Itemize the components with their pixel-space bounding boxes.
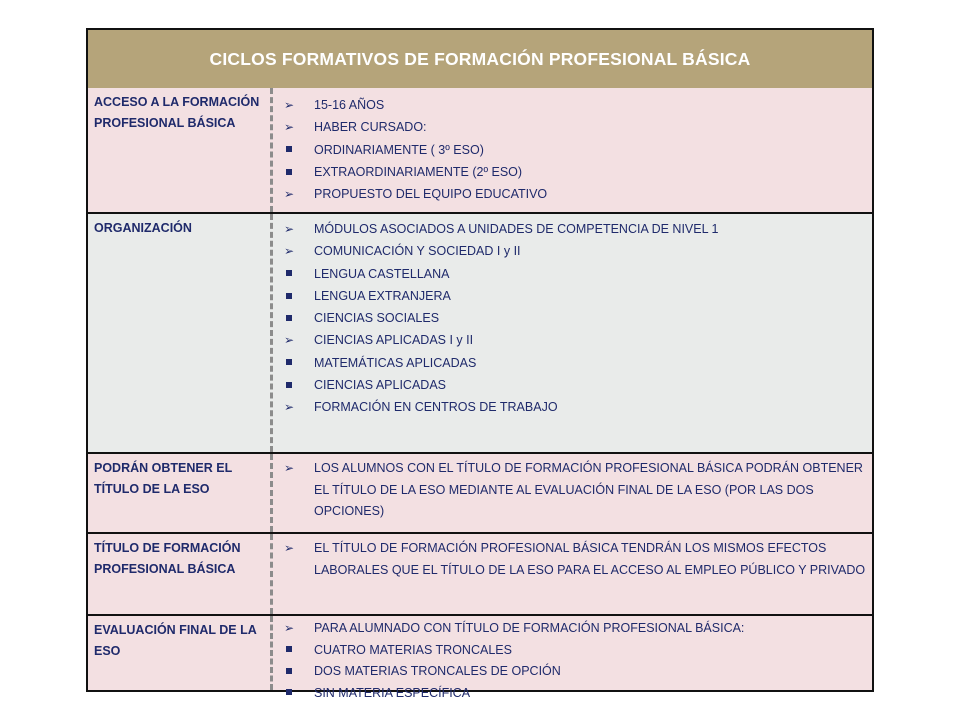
row-label: ORGANIZACIÓN	[94, 221, 192, 235]
list-item: LENGUA CASTELLANA	[280, 263, 868, 285]
list-item: ➢ COMUNICACIÓN Y SOCIEDAD I y II	[280, 240, 868, 262]
arrow-icon	[282, 94, 296, 116]
row-items	[280, 538, 868, 581]
table-row-organizacion	[88, 214, 872, 454]
table-title: CICLOS FORMATIVOS DE FORMACIÓN PROFESIONAL BÁSICA	[209, 48, 751, 69]
row-label: ACCESO A LA FORMACIÓN PROFESIONAL BÁSICA	[94, 95, 260, 130]
list-item: ➢ LOS ALUMNOS CON EL TÍTULO DE FORMACIÓN PROFESIONAL BÁSICA PODRÁN OBTENER EL TÍTULO DE LA ESO MEDIANTE AL EVALUACIÓN FINAL DE LA ESO (POR LAS DOS OPCIONES)	[280, 458, 868, 523]
list-item: ➢ HABER CURSADO:	[280, 116, 868, 138]
list-item: ➢ FORMACIÓN EN CENTROS DE TRABAJO	[280, 396, 868, 418]
arrow-icon	[282, 116, 296, 138]
square-bullet-icon	[282, 661, 296, 683]
arrow-icon	[282, 240, 296, 262]
square-bullet-icon	[282, 374, 296, 396]
list-item: CUATRO MATERIAS TRONCALES	[280, 640, 868, 662]
square-bullet-icon	[282, 263, 296, 285]
row-items	[280, 618, 868, 704]
list-item: CIENCIAS SOCIALES	[280, 307, 868, 329]
list-item: LENGUA EXTRANJERA	[280, 285, 868, 307]
square-bullet-icon	[282, 139, 296, 161]
square-bullet-icon	[282, 285, 296, 307]
arrow-icon	[282, 458, 296, 480]
list-item: MATEMÁTICAS APLICADAS	[280, 352, 868, 374]
row-label: EVALUACIÓN FINAL DE LA ESO	[94, 623, 257, 658]
arrow-icon	[282, 218, 296, 240]
column-divider	[270, 616, 273, 690]
table-row-evaluacion-final	[88, 616, 872, 700]
table-row-podran-obtener	[88, 454, 872, 534]
square-bullet-icon	[282, 640, 296, 662]
list-item: ➢ PARA ALUMNADO CON TÍTULO DE FORMACIÓN PROFESIONAL BÁSICA:	[280, 618, 868, 640]
list-item: ➢ EL TÍTULO DE FORMACIÓN PROFESIONAL BÁSICA TENDRÁN LOS MISMOS EFECTOS LABORALES QUE EL TÍTULO DE LA ESO PARA EL ACCESO AL EMPLEO PÚBLICO Y PRIVADO	[280, 538, 868, 581]
table-header	[88, 30, 872, 90]
table-row-titulo-fp	[88, 534, 872, 616]
arrow-icon	[282, 396, 296, 418]
list-item: EXTRAORDINARIAMENTE (2º ESO)	[280, 161, 868, 183]
row-items	[280, 218, 868, 419]
arrow-icon	[282, 538, 296, 560]
row-items	[280, 94, 868, 205]
column-divider	[270, 88, 273, 212]
row-items	[280, 458, 868, 523]
square-bullet-icon	[282, 352, 296, 374]
arrow-icon	[282, 329, 296, 351]
list-item: ➢ PROPUESTO DEL EQUIPO EDUCATIVO	[280, 183, 868, 205]
list-item: SIN MATERIA ESPECÍFICA	[280, 683, 868, 705]
list-item: ➢ CIENCIAS APLICADAS I y II	[280, 329, 868, 351]
list-item: DOS MATERIAS TRONCALES DE OPCIÓN	[280, 661, 868, 683]
row-label: PODRÁN OBTENER EL TÍTULO DE LA ESO	[94, 461, 232, 496]
list-item: ➢ 15-16 AÑOS	[280, 94, 868, 116]
arrow-icon	[282, 618, 296, 640]
arrow-icon	[282, 183, 296, 205]
list-item: CIENCIAS APLICADAS	[280, 374, 868, 396]
list-item: ORDINARIAMENTE ( 3º ESO)	[280, 139, 868, 161]
column-divider	[270, 454, 273, 532]
list-item: ➢ MÓDULOS ASOCIADOS A UNIDADES DE COMPETENCIA DE NIVEL 1	[280, 218, 868, 240]
fp-basica-table	[86, 28, 874, 700]
row-label: TÍTULO DE FORMACIÓN PROFESIONAL BÁSICA	[94, 541, 241, 576]
column-divider	[270, 214, 273, 452]
table-row-acceso	[88, 88, 872, 214]
square-bullet-icon	[282, 161, 296, 183]
square-bullet-icon	[282, 307, 296, 329]
square-bullet-icon	[282, 683, 296, 705]
column-divider	[270, 534, 273, 614]
